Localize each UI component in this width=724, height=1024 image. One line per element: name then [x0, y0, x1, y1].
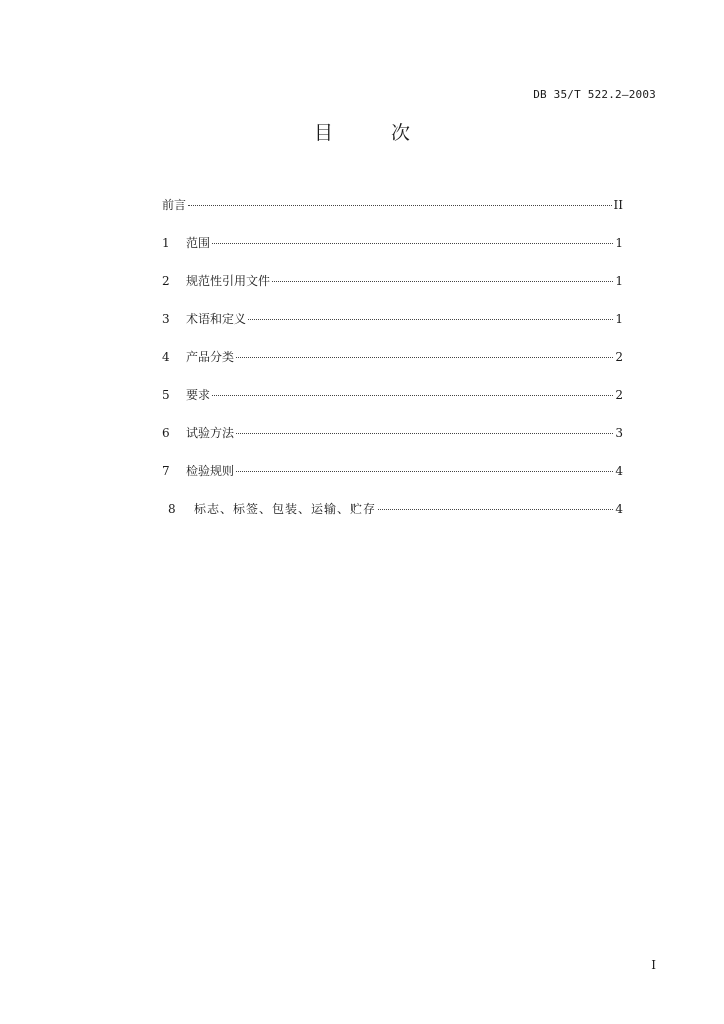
- toc-section-number: 6: [162, 426, 170, 440]
- toc-entry-test-methods[interactable]: [162, 424, 623, 462]
- toc-dot-leader: [236, 471, 613, 472]
- toc-dot-leader: [248, 319, 613, 320]
- toc-entry-label: 规范性引用文件: [186, 274, 271, 288]
- toc-entry-requirements[interactable]: [162, 386, 623, 424]
- toc-section-number: 3: [162, 312, 170, 326]
- toc-entry-label: 产品分类: [186, 350, 235, 364]
- toc-entry-label: 术语和定义: [186, 312, 247, 326]
- standard-code: DB 35/T 522.2—2003: [533, 88, 656, 101]
- toc-page-number: 1: [615, 236, 623, 250]
- toc-entry-label: 标志、标签、包装、运输、贮存: [194, 502, 377, 516]
- toc-dot-leader: [188, 205, 612, 206]
- toc-entry-product-classification[interactable]: [162, 348, 623, 386]
- toc-entry-normative-references[interactable]: [162, 272, 623, 310]
- toc-dot-leader: [272, 281, 613, 282]
- toc-dot-leader: [378, 509, 613, 510]
- toc-dot-leader: [212, 395, 613, 396]
- toc-section-number: 5: [162, 388, 170, 402]
- toc-page-number: 4: [615, 464, 623, 478]
- toc-entry-scope[interactable]: [162, 234, 623, 272]
- toc-entry-terms-definitions[interactable]: [162, 310, 623, 348]
- toc-dot-leader: [212, 243, 613, 244]
- toc-page-number: 2: [615, 388, 623, 402]
- toc-section-number: 1: [162, 236, 170, 250]
- toc-page-number: 1: [615, 274, 623, 288]
- toc-entry-label: 检验规则: [186, 464, 235, 478]
- toc-page-number: 3: [615, 426, 623, 440]
- toc-section-number: 4: [162, 350, 170, 364]
- page-title: 目 次: [313, 122, 437, 144]
- toc-dot-leader: [236, 357, 613, 358]
- toc-section-number: 2: [162, 274, 170, 288]
- toc-entry-marking-packaging[interactable]: [162, 500, 623, 538]
- toc-entry-label: 范围: [186, 236, 211, 250]
- footer-page-number: I: [651, 958, 656, 972]
- table-of-contents: [162, 196, 623, 538]
- toc-dot-leader: [236, 433, 613, 434]
- toc-entry-foreword[interactable]: [162, 196, 623, 234]
- toc-section-number: 7: [162, 464, 170, 478]
- toc-entry-label: 要求: [186, 388, 211, 402]
- toc-page-number: 2: [615, 350, 623, 364]
- toc-entry-label: 前言: [162, 198, 187, 212]
- toc-entry-inspection-rules[interactable]: [162, 462, 623, 500]
- toc-page-number: II: [613, 198, 623, 212]
- toc-page-number: 4: [615, 502, 623, 516]
- toc-page-number: 1: [615, 312, 623, 326]
- toc-section-number: 8: [168, 502, 176, 516]
- toc-entry-label: 试验方法: [186, 426, 235, 440]
